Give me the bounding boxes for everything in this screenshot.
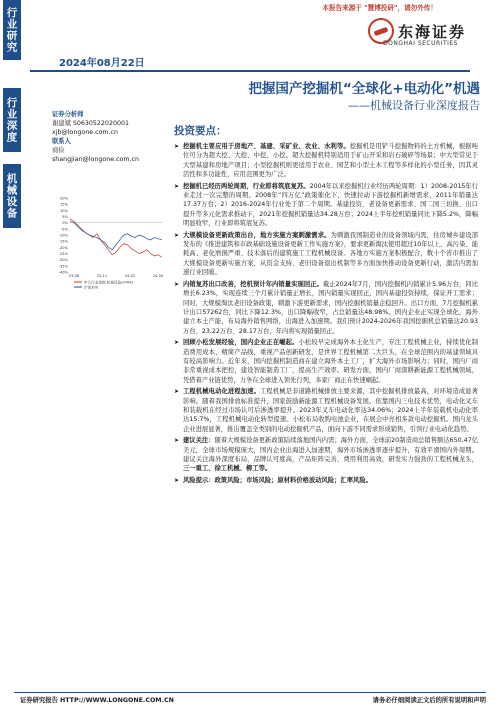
- key-point-text: 挖掘机是用铲斗挖掘物料的土方机械，根据吨位可分为超大挖、大挖、中挖、小挖。超大挖掘机特别适用于矿山开采和岩石破碎等场景；中大型常见于大型基建和房地产项目；小型挖掘机则更适用于农业、园艺和小型土木工程等多样化的小型任务，因其灵活性和多功能性，应用范围更为广泛。: [183, 143, 479, 179]
- contact-label: 联系人: [52, 138, 71, 145]
- key-point-tail: 三一重工、徐工机械、柳工等。: [183, 465, 272, 473]
- legend-label: 沪深300: [84, 285, 99, 290]
- legend-label: 申万行业指数:机械设备(0764): [84, 280, 134, 285]
- analyst-email: xjb@longone.com.cn: [52, 129, 118, 136]
- key-point-item: [174, 231, 478, 278]
- key-points: [174, 123, 478, 487]
- sidebar-tab-industry-research: 行业研究: [3, 0, 21, 60]
- key-point-text: 截止2024年7月，国内挖掘机内销累计5.96万台，同比增长6.23%，实现连续三个月累计销量正增长，国内销量实现回正，国内基建投资持续，保证开工需求；同时，大规模淘汰老旧设备政策，刺激下游更新需求，国内挖掘机销量企稳回升。出口方面，7月挖掘机累计出口57262台，同比下降12.3%，出口降幅收窄，占总销量达48.98%。国内企业正实现全球化，海外建立本土产能，布局海外销售网络，出海进入加速期。我们预计2024-2026年我国挖掘机总销量达20.93万台、23.22万台、28.17万台，年内将实现销量回正。: [183, 280, 478, 335]
- x-tick-label: 23-11: [96, 274, 108, 278]
- key-point-heading: 挖掘机已经历两轮周期，行业即将筑底复苏。: [183, 182, 310, 190]
- y-tick-label: -35%: [58, 264, 68, 269]
- footer-left: 证券研究报告 HTTP://WWW.LONGONE.COM.CN: [20, 697, 174, 704]
- contact-email: shangjian@longone.com.cn: [52, 156, 139, 163]
- series-line-1: [70, 221, 162, 249]
- bullet-icon: ➤: [174, 388, 180, 396]
- key-point-heading: 建议关注：: [183, 437, 215, 445]
- key-point-item: [174, 387, 478, 434]
- series-line-0: [70, 219, 162, 257]
- y-tick-label: -25%: [58, 252, 68, 256]
- logo-english-text: DONGHAI SECURITIES: [383, 40, 458, 47]
- x-tick-label: 24-02: [124, 274, 136, 278]
- y-tick-label: 0%: [62, 221, 68, 226]
- y-tick-label: 20%: [60, 196, 68, 201]
- x-tick-label: 24-05: [152, 274, 164, 278]
- header-divider: [30, 70, 470, 72]
- sidebar-tab-industry-depth: 行业深度: [3, 88, 21, 152]
- footer-right: 请务必仔细阅读正文后的所有说明和声明: [372, 697, 486, 704]
- key-point-heading: 工程机械电动化进程加速。: [183, 388, 260, 396]
- y-tick-label: -5%: [61, 227, 68, 232]
- key-point-item: [174, 142, 478, 180]
- y-tick-label: -15%: [58, 239, 68, 244]
- top-note: 本报告来源于 "慧博投研"，请勿外传！: [322, 4, 437, 12]
- bullet-icon: ➤: [174, 280, 180, 288]
- key-point-item: [174, 436, 478, 474]
- key-point-text: 2004年以来挖掘机行业经历两轮周期：1）2008-2015年行业走过一次完整的周期。2008年“四万亿”政策催化下，快速拉动下游挖掘机新增需求，2011年销量达17.37万台；2）2016-2024年行业处于第二个周期。基建投资、老设备更新需求、国二国三切换、出口提升等多元化需求推动下，2021年挖掘机销量达34.28万台；2024上半年挖机销量同比下降5.2%，降幅明显收窄，行业即将筑底复苏。: [183, 182, 479, 228]
- y-tick-label: -30%: [58, 258, 68, 263]
- bullet-icon: ➤: [174, 231, 180, 239]
- y-tick-label: 10%: [60, 208, 68, 213]
- logo-text: 东海证券: [397, 22, 466, 41]
- y-tick-label: 15%: [60, 202, 68, 207]
- report-title: 把握国产挖掘机“全球化+电动化”机遇: [248, 81, 480, 97]
- key-point-heading: 风险提示：政策风险；市场风险；原材料价格波动风险；汇率风险。: [183, 476, 372, 484]
- key-point-heading: 回顾小松发展经验，国内企业正在崛起。: [183, 339, 299, 347]
- performance-chart: [52, 194, 165, 294]
- y-tick-label: -40%: [58, 270, 68, 275]
- bullet-icon: ➤: [174, 339, 180, 347]
- key-point-heading: 内销复苏出口改善，挖机预计年内销量实现回正。: [183, 280, 323, 288]
- key-point-text: 为刺激我国制造业的设备领域内需，住房城乡建设部发布的《推进建筑和市政基础设施设备更新工作实施方案》，要求更新淘汰使用超过10年以上、高污染、能耗高、老化磨损严重、技术落后的建筑施工工程机械设备。各地方实施方案积极配合，数十个省市推出了大规模设备更新实施方案，从资金支持、老旧设备退出机制等多方面加快推动设备更新行动，激活内需加速行业回暖。: [183, 231, 479, 277]
- analyst-label: 证券分析师: [52, 111, 84, 118]
- x-tick-label: 23-08: [68, 274, 80, 278]
- footer-divider: [14, 692, 486, 693]
- contact-name: 商俭: [52, 147, 65, 154]
- key-point-item: [174, 476, 478, 485]
- bullet-icon: ➤: [174, 182, 180, 190]
- bullet-icon: ➤: [174, 143, 180, 150]
- sidebar: [0, 0, 24, 707]
- bullet-icon: ➤: [174, 476, 180, 484]
- y-tick-label: -10%: [58, 233, 68, 238]
- key-point-text: 工程机械是非道路机械排放主要来源，其中挖掘机排放最高，对环境造成显著影响。随着我国排放标准提升，国家鼓励新能源工程机械设备发展。依靠国内三电技术优势，电动化叉车和装载机在经过市场认可后渗透率提升。2023年叉车电动化率达34.06%；2024上半年装载机电动化率达15.7%，工程机械电动化转型提速。小松布局收购电池企业，在展会中亮相多款电动挖掘机。国内龙头企业进展显著，推出覆盖全类别的电动挖掘机产品，面向下游不同需求形成销售，引领行业电动化趋势。: [183, 388, 479, 433]
- report-date: 2024年08月22日: [59, 58, 145, 69]
- key-point-item: [174, 182, 478, 229]
- y-tick-label: -20%: [58, 245, 68, 250]
- analyst-name: 谢建斌 S0630522020001: [52, 120, 129, 127]
- key-point-heading: 挖掘机主要应用于房地产、基建、采矿业、农业、水利等。: [183, 143, 350, 150]
- key-point-text: 小松较早完成海外本土化生产，专注工程机械主业，持续优化制造费用成本、精简产品线，重视产品创新研发，是世界工程机械第二大巨头，在全球范围内的基建领域具有较高影响力。近年来，国内挖掘机制造商在建立海外本土工厂，扩大海外市场影响力；同时，国内厂商非常重视成本把控，建设智能制造工厂，提高生产效率。研发方面，国内厂商深耕新能源工程机械领域，凭借着产业链优势，力争在全球进入领先行列，多家厂商正在快速崛起。: [183, 339, 479, 384]
- report-subtitle: ——机械设备行业深度报告: [348, 99, 480, 112]
- key-point-item: [174, 338, 478, 385]
- key-points-title: 投资要点：: [174, 125, 227, 137]
- y-tick-label: 5%: [62, 215, 68, 219]
- sidebar-tab-machinery: 机械设备: [3, 164, 21, 228]
- key-point-item: [174, 280, 478, 336]
- key-point-heading: 大规模设备更新政策出台，地方实施方案刺激需求。: [183, 231, 331, 239]
- key-point-text: 随着大规模设备更新政策陆续落地国内内需；海外方面，全球前20制造商总销售额达650.47亿美元，全球市场规模庞大，国内企业出海进入加速期，海外市场渗透率逐步提升，有效平滑国内外周期。建议关注海外深度布局，品牌认可度高，产品矩阵完善，费用利用高效，研发实力强劲的工程机械龙头，: [183, 437, 479, 463]
- analyst-info: [52, 110, 172, 164]
- bullet-icon: ➤: [174, 437, 180, 445]
